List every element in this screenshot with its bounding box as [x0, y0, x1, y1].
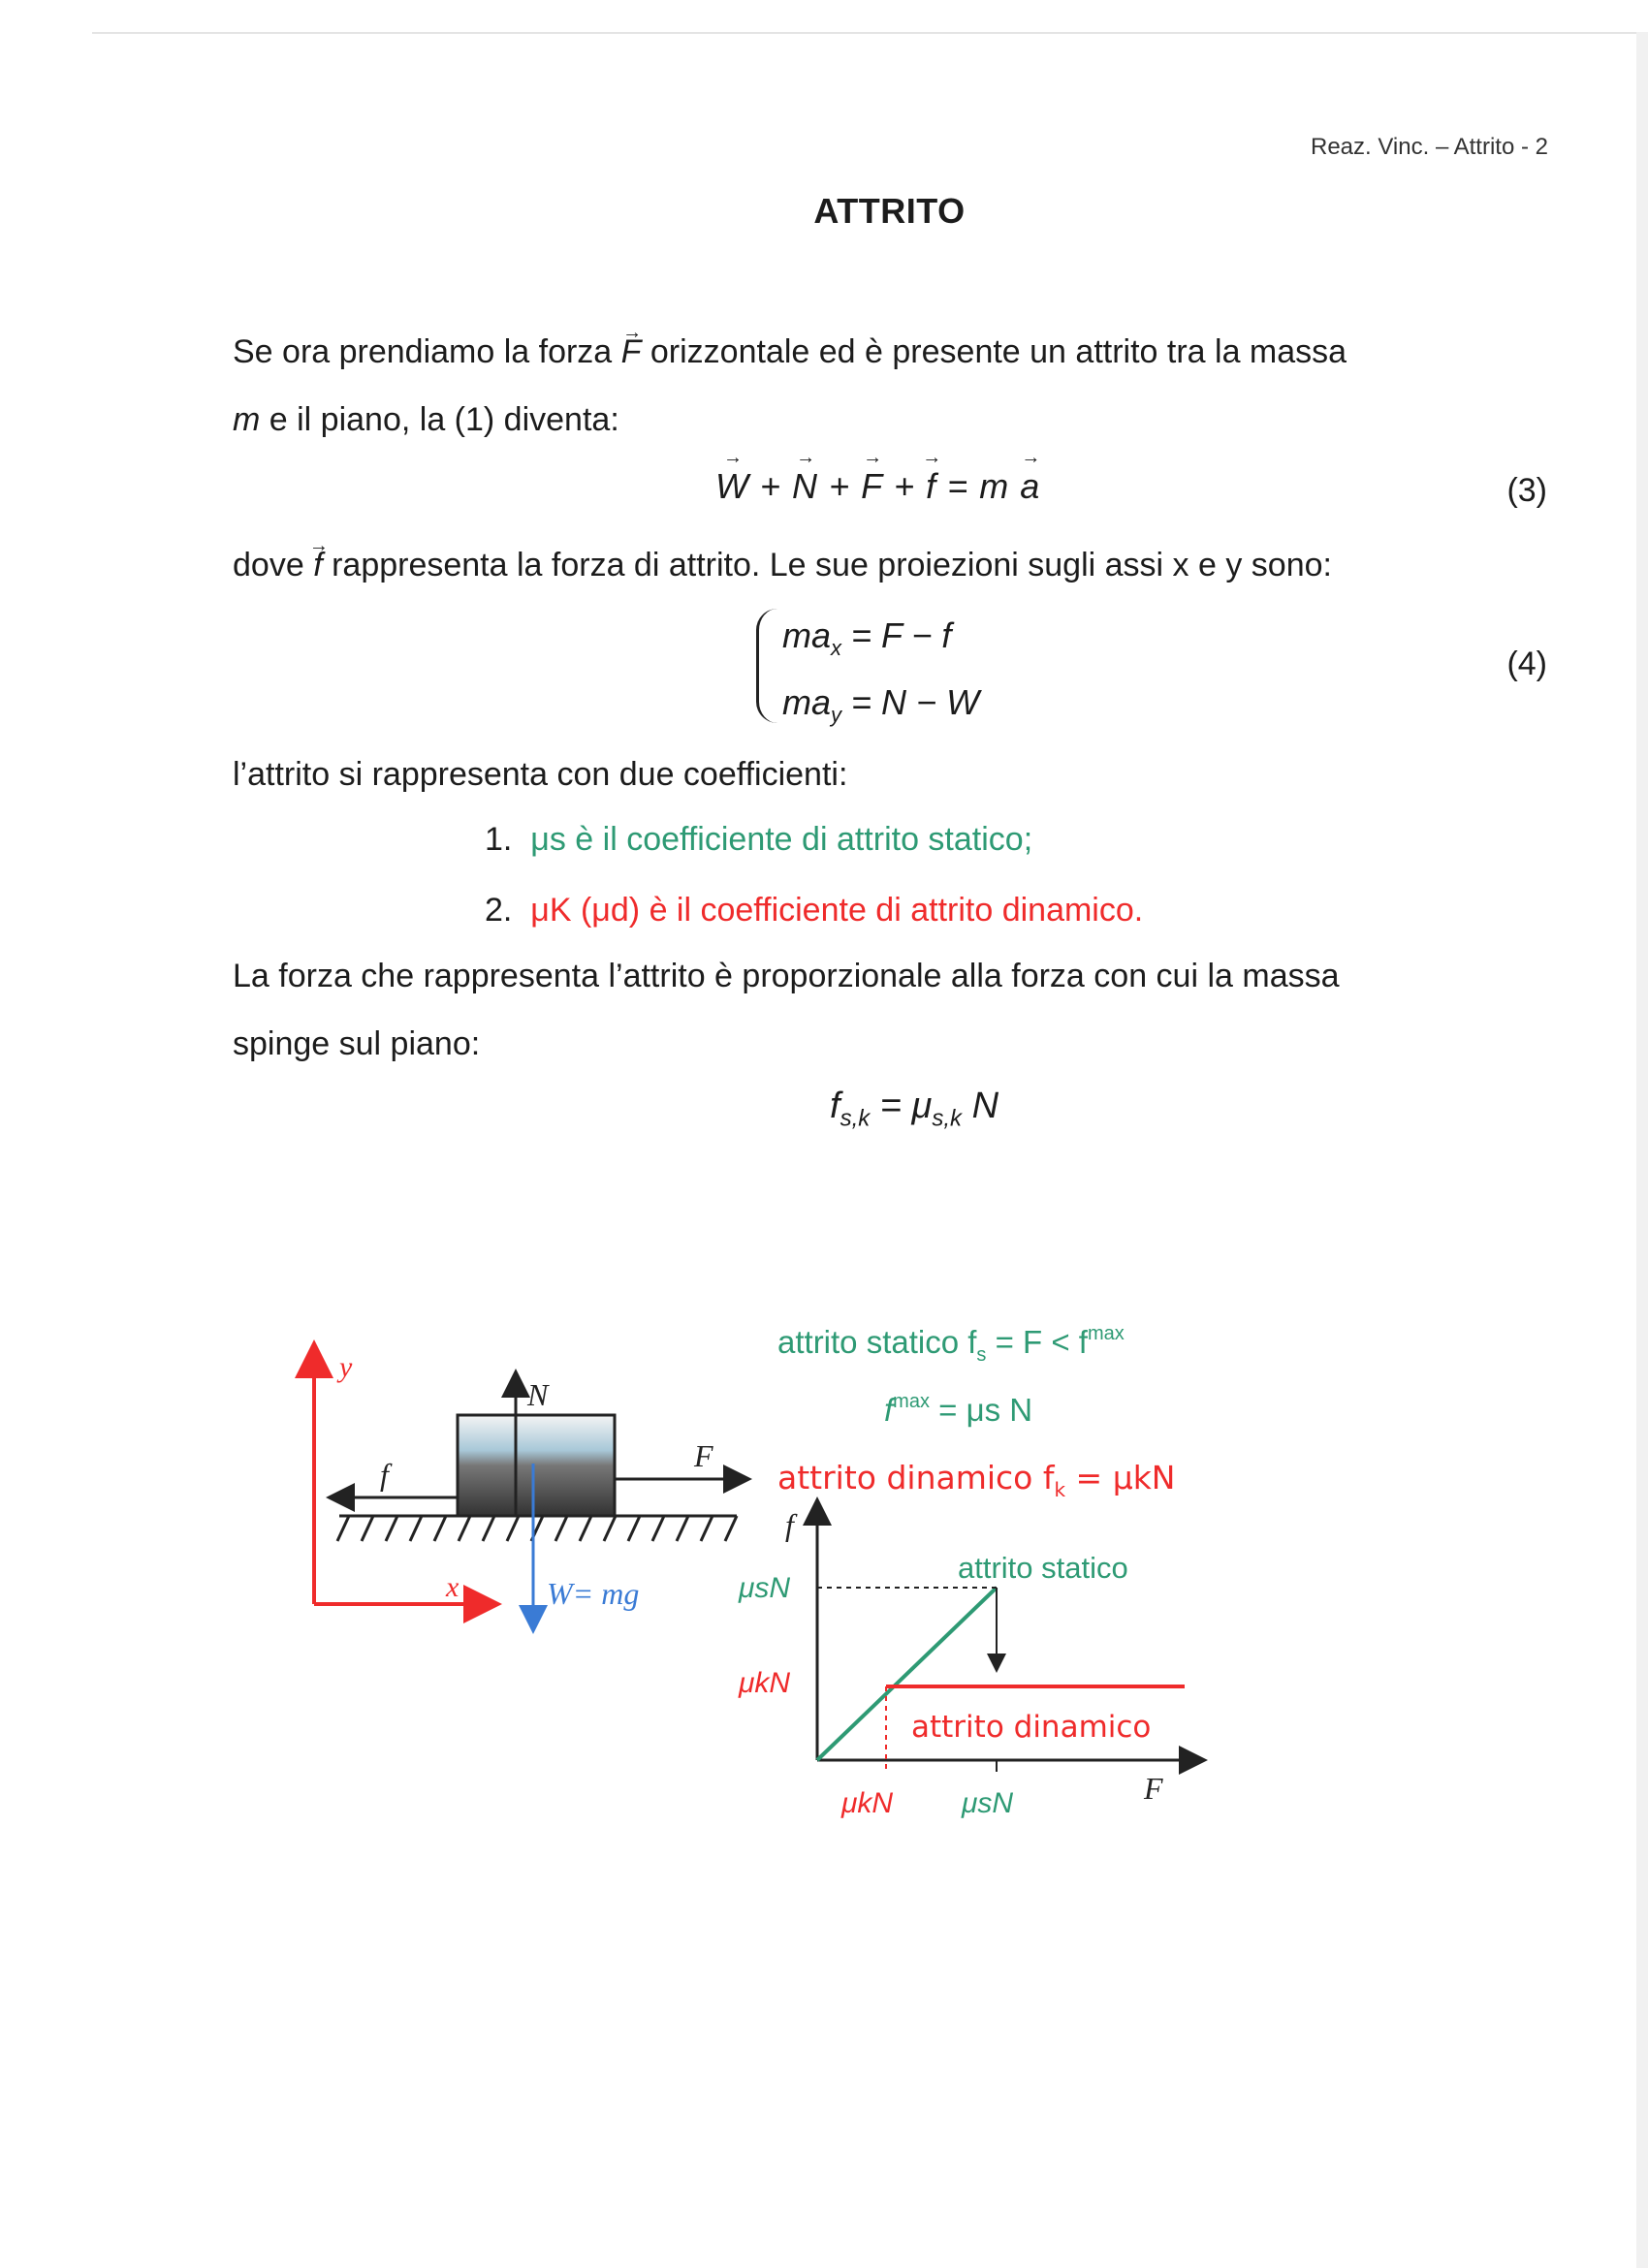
equation-3-number: (3): [1506, 472, 1547, 509]
weight-force-label: W= mg: [547, 1576, 640, 1611]
hatch: [628, 1516, 640, 1541]
formula-mu: μ: [911, 1086, 933, 1126]
friction-equations: [777, 1323, 1175, 1501]
scan-top-edge: [92, 32, 1648, 34]
friction-diagram: [291, 1308, 1241, 1851]
graph-x-label: F: [1144, 1771, 1163, 1806]
formula-equals: =: [870, 1086, 912, 1126]
hatch: [410, 1516, 422, 1541]
friction-def-text-1: dove: [233, 547, 314, 583]
list-number: 2.: [485, 892, 513, 929]
sys-sub-y: y: [831, 703, 842, 728]
dynamic-friction-line: [777, 1459, 1175, 1501]
hatch: [555, 1516, 567, 1541]
friction-definition: [233, 531, 1547, 599]
fmax-rhs: = μs N: [929, 1392, 1033, 1428]
intro-text-2: orizzontale ed è presente un attrito tra la massa: [641, 333, 1347, 370]
eq-m: m: [979, 466, 1010, 506]
eq-a: → a: [1020, 466, 1040, 507]
friction-f-symbol: → f: [313, 531, 322, 599]
list-item: [485, 821, 1032, 859]
hatch: [337, 1516, 349, 1541]
eq-f: → f: [926, 466, 936, 507]
sys-lhs-y: ma: [782, 682, 832, 723]
system-4: [756, 609, 1034, 728]
intro-paragraph: [233, 318, 1547, 454]
formula-f: f: [830, 1086, 840, 1126]
mu-k-N-x-label: μkN: [841, 1787, 894, 1819]
force-F-symbol: → F: [621, 318, 642, 386]
sys-sub-x: x: [831, 636, 842, 661]
eq-plus: +: [760, 466, 782, 506]
static-rest: = F < f: [986, 1324, 1088, 1360]
mass-block: [458, 1415, 615, 1516]
static-friction-line: [777, 1323, 1125, 1366]
mu-s-N-y-label: μsN: [739, 1572, 791, 1604]
formula-f-sub: s,k: [840, 1105, 871, 1132]
static-friction-text: attrito statico f: [777, 1324, 977, 1360]
eq-plus: +: [894, 466, 916, 506]
mass-symbol: m: [233, 401, 261, 438]
formula-mu-sub: s,k: [932, 1105, 963, 1132]
hatch: [652, 1516, 664, 1541]
page-title: ATTRITO: [813, 191, 966, 231]
static-sup: max: [1087, 1323, 1125, 1344]
friction-def-text-2: rappresenta la forza di attrito. Le sue proiezioni sugli assi x e y sono:: [322, 547, 1332, 583]
hatch: [483, 1516, 494, 1541]
fmax-sup: max: [893, 1391, 930, 1412]
scan-right-edge: [1636, 32, 1648, 2268]
intro-text-3: e il piano, la (1) diventa:: [260, 401, 619, 438]
hatch: [725, 1516, 737, 1541]
hatch: [677, 1516, 688, 1541]
hatch: [362, 1516, 373, 1541]
mu-s-N-x-label: μsN: [962, 1787, 1014, 1819]
dynamic-coefficient-text: è il coefficiente di attrito dinamico.: [640, 892, 1144, 929]
intro-text-1: Se ora prendiamo la forza: [233, 333, 621, 370]
x-axis-label: x: [446, 1571, 460, 1603]
friction-graph: [738, 1502, 1202, 1819]
y-axis-label: y: [339, 1351, 353, 1383]
max-static-friction-line: [884, 1391, 1032, 1428]
eq-F: → F: [861, 466, 883, 507]
friction-formula: [830, 1086, 998, 1133]
sys-rhs-y: = N − W: [851, 682, 980, 723]
eq-equals: =: [947, 466, 969, 506]
dynamic-sub: k: [1054, 1478, 1066, 1501]
eq-N: → N: [792, 466, 818, 507]
hatch: [386, 1516, 397, 1541]
system-4-number: (4): [1506, 646, 1547, 682]
sys-rhs-x: = F − f: [851, 615, 952, 655]
hatch: [507, 1516, 519, 1541]
hatch: [459, 1516, 470, 1541]
list-item: [485, 892, 1143, 929]
dynamic-rest: = μkN: [1065, 1459, 1176, 1496]
ground-surface: [337, 1516, 737, 1541]
eq-plus: +: [829, 466, 851, 506]
list-number: 1.: [485, 821, 513, 858]
graph-static-label: attrito statico: [958, 1551, 1128, 1585]
equation-3: [715, 466, 1040, 507]
applied-force-label: F: [694, 1438, 713, 1473]
mu-s-symbol: μs: [530, 821, 566, 858]
hatch: [580, 1516, 591, 1541]
sys-lhs-x: ma: [782, 615, 832, 655]
graph-y-label: f: [785, 1507, 794, 1542]
hatch: [604, 1516, 616, 1541]
dynamic-friction-text: attrito dinamico f: [777, 1459, 1055, 1496]
coefficients-intro: l’attrito si rappresenta con due coefficienti:: [233, 756, 848, 793]
static-coefficient-text: è il coefficiente di attrito statico;: [565, 821, 1033, 858]
proportional-paragraph: [233, 942, 1547, 1078]
proportional-line-1: La forza che rappresenta l’attrito è proporzionale alla forza con cui la massa: [233, 958, 1340, 994]
formula-N: N: [962, 1086, 999, 1126]
system-row-y: [782, 676, 1034, 742]
graph-dynamic-label: attrito dinamico: [911, 1710, 1152, 1745]
hatch: [701, 1516, 713, 1541]
mu-k-N-y-label: μkN: [739, 1667, 791, 1699]
fmax-f: f: [884, 1392, 894, 1428]
normal-force-label: N: [527, 1377, 549, 1412]
page-header-label: Reaz. Vinc. – Attrito - 2: [1310, 134, 1548, 160]
static-sub: s: [976, 1344, 987, 1366]
hatch: [434, 1516, 446, 1541]
eq-W: → W: [715, 466, 749, 507]
mu-k-symbol: μK (μd): [530, 892, 641, 929]
proportional-line-2: spinge sul piano:: [233, 1025, 481, 1062]
system-row-x: [782, 609, 1034, 676]
friction-force-label: f: [380, 1457, 389, 1492]
